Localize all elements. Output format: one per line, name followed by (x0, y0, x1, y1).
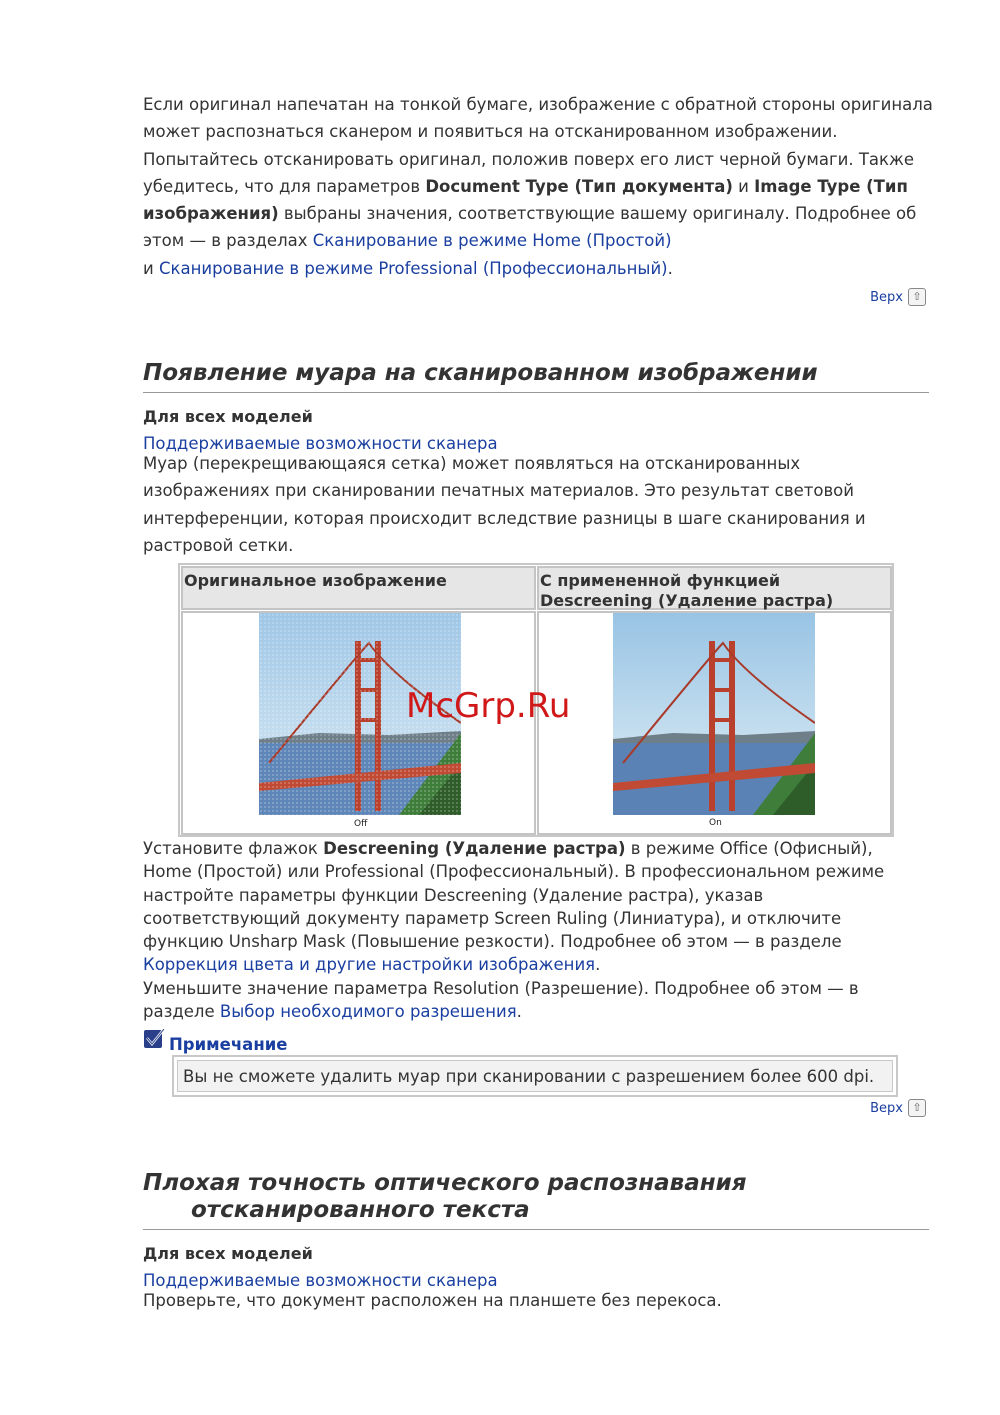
table-cell-descreened (537, 611, 892, 835)
intro-text: Если оригинал напечатан на тонкой бумаге, изображение с обратной стороны оригинала может распознаться сканером и появиться на отсканированном изображении. Попытайтесь отсканировать оригинал, положив поверх его лист черной бумаги. Также убедитесь, что для параметров (143, 95, 933, 196)
divider (143, 1229, 929, 1230)
intro-paragraph (143, 91, 943, 282)
resolution-link[interactable]: Выбор необходимого разрешения (219, 1002, 517, 1022)
back-to-top-label[interactable]: Верх (870, 1100, 903, 1116)
back-to-top-label[interactable]: Верх (870, 289, 903, 305)
section-subtitle: Для всех моделей (143, 1244, 313, 1263)
intro-text: и (143, 258, 159, 278)
back-to-top-link[interactable] (870, 1099, 926, 1117)
section-title-continued: отсканированного текста (191, 1197, 530, 1223)
color-correction-link[interactable]: Коррекция цвета и другие настройки изображения (143, 955, 596, 975)
bridge-photo-descreened (613, 613, 815, 815)
section-title: Плохая точность оптического распознавания (143, 1170, 747, 1196)
instruction-text: . (516, 1002, 522, 1022)
home-mode-link[interactable]: Сканирование в режиме Home (Простой) (312, 231, 672, 251)
table-header-original: Оригинальное изображение (181, 566, 536, 610)
document-type-label: Document Type (Тип документа) (425, 176, 733, 196)
instruction-text: Установите флажок (143, 839, 324, 858)
instruction-text: Уменьшите значение параметра Resolution (Разрешение). Подробнее об этом — в разделе (143, 979, 859, 1022)
caption-on: On (709, 818, 722, 828)
note-check-icon (144, 1029, 166, 1049)
note-text: Вы не сможете удалить муар при сканировании с разрешением более 600 dpi. (177, 1060, 893, 1092)
descreening-instructions (143, 837, 923, 977)
arrow-up-icon[interactable]: ⇧ (908, 288, 926, 306)
intro-text: и (732, 176, 755, 196)
note-title: Примечание (169, 1035, 288, 1054)
resolution-instructions (143, 977, 923, 1024)
intro-text: . (667, 258, 673, 278)
divider (143, 392, 929, 393)
professional-mode-link[interactable]: Сканирование в режиме Professional (Профессиональный) (158, 258, 668, 278)
section-title: Появление муара на сканированном изображении (143, 360, 818, 386)
instruction-text: . (595, 955, 601, 975)
intro-text: выбраны значения, соответствующие вашему оригиналу. Подробнее об этом — в разделах (143, 204, 917, 251)
table-header-descreening: С примененной функцией Descreening (Удаление растра) (537, 566, 892, 610)
image-type-label: Image Type (Тип изображения) (143, 176, 908, 224)
scanner-features-link[interactable]: Поддерживаемые возможности сканера (143, 434, 498, 453)
scanner-features-link[interactable]: Поддерживаемые возможности сканера (143, 1271, 498, 1290)
section-subtitle: Для всех моделей (143, 407, 313, 426)
ocr-advice: Проверьте, что документ расположен на планшете без перекоса. (143, 1291, 722, 1310)
watermark: McGrp.Ru (406, 686, 571, 726)
arrow-up-icon[interactable]: ⇧ (908, 1099, 926, 1117)
note-box (172, 1055, 898, 1097)
moire-description: Муар (перекрещивающаяся сетка) может появляться на отсканированных изображениях при сканировании печатных материалов. Это результат световой интерференции, которая происходит вследствие разницы в шаге сканирования и растровой сетки. (143, 454, 866, 555)
instruction-text: в режиме Office (Офисный), Home (Простой) или Professional (Профессиональный). В профессиональном режиме настройте параметры функции Descreening (Удаление растра), указав соответствующий документу параметр Screen Ruling (Линиатура), и отключите функцию Unsharp Mask (Повышение резкости). Подробнее об этом — в разделе (143, 839, 885, 952)
back-to-top-link[interactable] (870, 288, 926, 306)
caption-off: Off (354, 819, 368, 829)
descreening-label: Descreening (Удаление растра) (323, 839, 626, 858)
